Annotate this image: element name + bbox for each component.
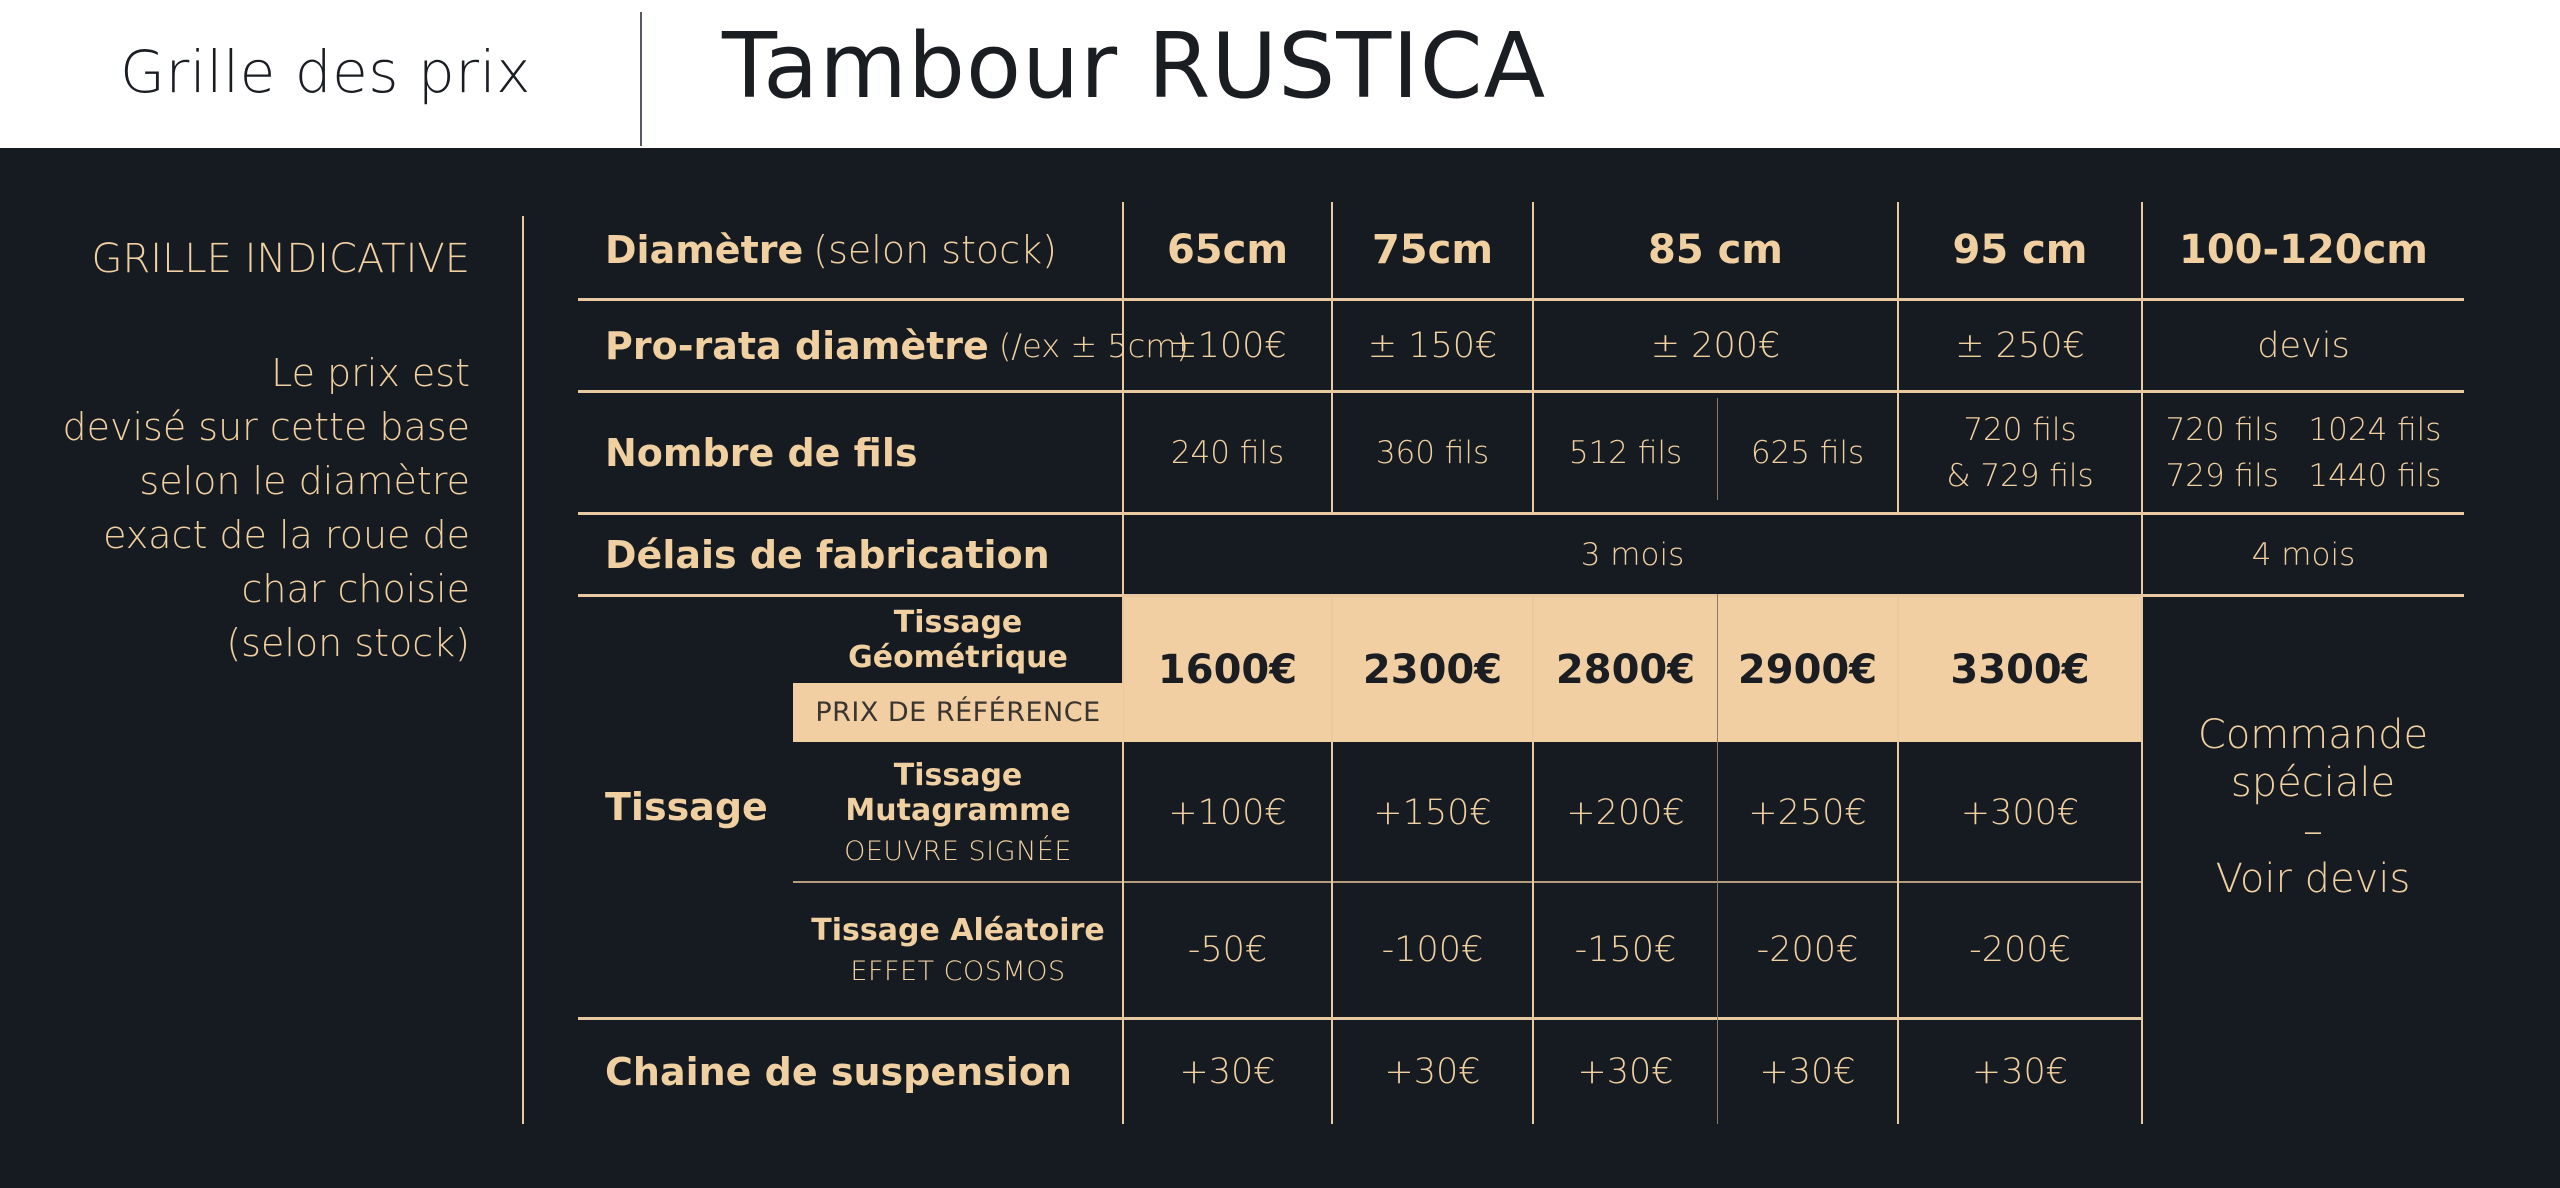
threads-100-line: 720 fils 1024 fils: [2165, 411, 2442, 448]
side-note-line: devisé sur cette base: [62, 405, 470, 449]
threads-85b: 625 fils: [1750, 434, 1865, 471]
aleatoire-price-95: -200€: [1969, 930, 2071, 970]
chain-label-text: Chaine de suspension: [605, 1050, 1072, 1094]
geometric-price-75: 2300€: [1362, 646, 1503, 693]
delays-standard: 3 mois: [1580, 536, 1685, 573]
page-title: Tambour RUSTICA: [722, 14, 1547, 119]
prorata-label-text: Pro-rata diamètre: [605, 323, 989, 368]
special-order-note: [2143, 597, 2483, 1017]
price-grid-panel: [0, 148, 2560, 1188]
prorata-label-suffix: (/ex ± 5cm): [998, 326, 1189, 365]
prorata-100-120: devis: [2257, 325, 2350, 366]
geometric-price-85a: 2800€: [1555, 646, 1696, 693]
side-note-line: exact de la roue de: [103, 513, 470, 557]
special-order-line: –: [2303, 808, 2323, 854]
threads-100-line: 729 fils 1440 fils: [2165, 457, 2442, 494]
diameter-85: 85 cm: [1648, 227, 1783, 273]
threads-65: 240 fils: [1170, 434, 1285, 471]
delays-label-text: Délais de fabrication: [605, 532, 1050, 577]
diameter-65: 65cm: [1166, 227, 1289, 273]
delays-label: [605, 515, 1050, 594]
aleatoire-price-65: -50€: [1187, 930, 1268, 970]
geometric-name: Tissage Géométrique: [848, 605, 1068, 675]
prorata-label: [605, 301, 1189, 390]
special-order-line: Voir devis: [2215, 856, 2411, 902]
prorata-75: ± 150€: [1367, 325, 1498, 366]
special-order-line: Commande: [2197, 712, 2429, 758]
weaving-label: [605, 597, 768, 1017]
threads-label-text: Nombre de fils: [605, 430, 918, 475]
chain-price-65: +30€: [1179, 1052, 1276, 1092]
threads-75: 360 fils: [1375, 434, 1490, 471]
threads-95: [1899, 393, 2141, 512]
side-note-line: selon le diamètre: [139, 459, 470, 503]
aleatoire-price-75: -100€: [1381, 930, 1484, 970]
mutagramme-label: [793, 744, 1123, 881]
mutagramme-price-75: +150€: [1373, 792, 1492, 833]
diameter-label-text: Diamètre: [605, 228, 804, 272]
mutagramme-price-85a: +200€: [1566, 792, 1685, 833]
section-title: Grille des prix: [120, 38, 532, 106]
side-note: [0, 346, 470, 670]
diameter-label-suffix: (selon stock): [813, 228, 1057, 272]
aleatoire-price-85a: -150€: [1574, 930, 1677, 970]
side-divider: [522, 216, 524, 1124]
geometric-price-85b: 2900€: [1737, 646, 1878, 693]
diameter-75: 75cm: [1371, 227, 1494, 273]
aleatoire-price-85b: -200€: [1756, 930, 1859, 970]
threads-85a: 512 fils: [1568, 434, 1683, 471]
page-header: [0, 0, 2560, 148]
mutagramme-name: Tissage Mutagramme: [845, 758, 1071, 828]
special-order-line: spéciale: [2230, 760, 2396, 806]
chain-price-75: +30€: [1384, 1052, 1481, 1092]
chain-price-85a: +30€: [1577, 1052, 1674, 1092]
threads-100-120: [2143, 393, 2464, 512]
prorata-95: ± 250€: [1955, 325, 2085, 366]
header-divider: [640, 12, 642, 146]
geometric-price-65: 1600€: [1157, 646, 1298, 693]
threads-label: [605, 393, 917, 512]
mutagramme-price-95: +300€: [1960, 792, 2080, 833]
weaving-label-text: Tissage: [605, 785, 768, 829]
mutagramme-price-85b: +250€: [1748, 792, 1867, 833]
side-note-line: char choisie: [241, 567, 470, 611]
reference-price-tag: PRIX DE RÉFÉRENCE: [793, 683, 1123, 742]
delays-special: 4 mois: [2251, 536, 2356, 573]
chain-price-85b: +30€: [1759, 1052, 1856, 1092]
side-note-line: Le prix est: [271, 351, 470, 395]
side-note-line: (selon stock): [226, 621, 470, 665]
diameter-label: [605, 202, 1057, 298]
mutagramme-price-65: +100€: [1168, 792, 1287, 833]
prorata-85: ± 200€: [1650, 325, 1781, 366]
diameter-95: 95 cm: [1952, 227, 2088, 273]
aleatoire-tag: EFFET COSMOS: [850, 956, 1066, 987]
mutagramme-tag: OEUVRE SIGNÉE: [844, 836, 1072, 867]
threads-95-line: & 729 fils: [1946, 457, 2094, 494]
chain-label: [605, 1020, 1072, 1124]
diameter-100-120: 100-120cm: [2179, 227, 2428, 273]
side-heading: GRILLE INDICATIVE: [91, 236, 470, 282]
threads-95-line: 720 fils: [1963, 411, 2077, 448]
prorata-65: ±100€: [1168, 325, 1287, 366]
aleatoire-name: Tissage Aléatoire: [811, 913, 1105, 948]
chain-price-95: +30€: [1971, 1052, 2069, 1092]
geometric-price-95: 3300€: [1950, 646, 2090, 693]
aleatoire-label: [793, 883, 1123, 1017]
